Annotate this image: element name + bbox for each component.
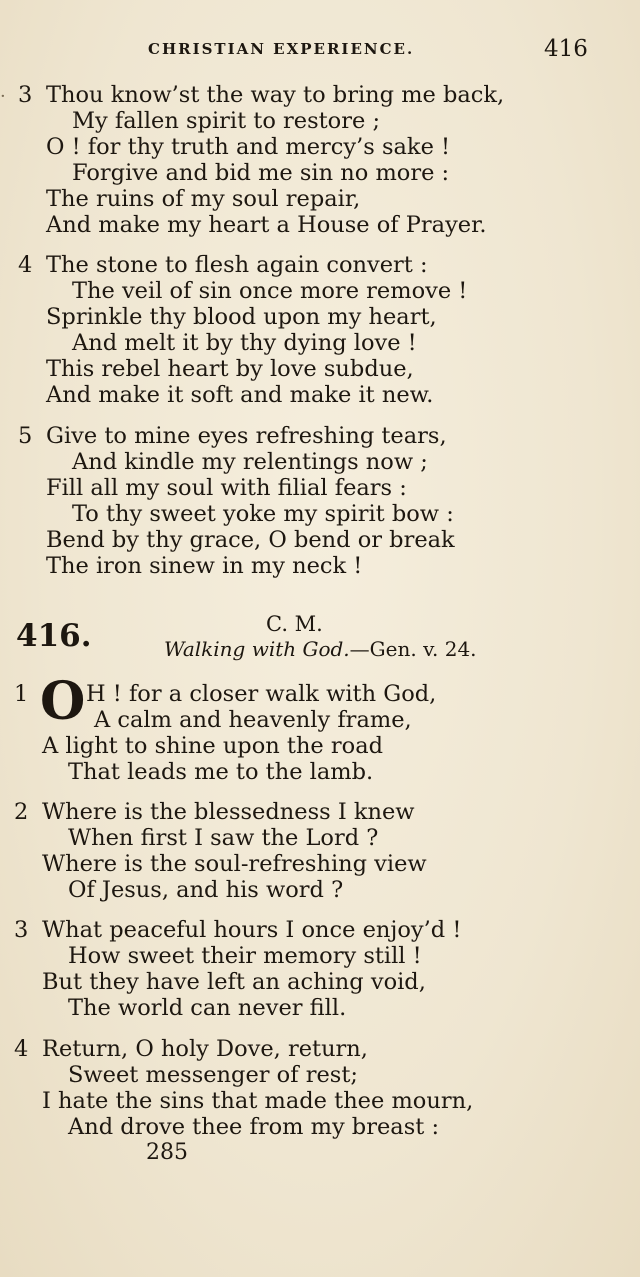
verse-line: This rebel heart by love subdue, [46,356,414,382]
verse-line: What peaceful hours I once enjoy’d ! [42,917,462,943]
verse-line: The world can never fill. [68,995,347,1021]
verse-line: Forgive and bid me sin no more : [72,160,450,186]
verse-line: A light to shine upon the road [42,733,384,759]
scripture-reference: —Gen. v. 24. [349,637,477,661]
verse-line: To thy sweet yoke my spirit bow : [72,501,454,527]
verse-line: And make it soft and make it new. [46,382,434,408]
verse-line: Fill all my soul with filial fears : [46,475,407,501]
verse-line: Bend by thy grace, O bend or break [46,527,455,553]
verse-line: Sweet messenger of rest; [68,1062,358,1088]
verse-line: Thou know’st the way to bring me back, [46,82,505,108]
page-header [0,36,640,66]
verse-line: The stone to flesh again convert : [46,252,428,278]
verse-line: And make my heart a House of Prayer. [46,212,487,238]
stanza-number: 2 [14,799,29,825]
verse-line: But they have left an aching void, [42,969,426,995]
verse-line: That leads me to the lamb. [68,759,374,785]
verse-line: Return, O holy Dove, return, [42,1036,368,1062]
verse-line: The iron sinew in my neck ! [46,553,363,579]
stanza-number: 4 [18,252,33,278]
drop-cap: O [40,671,86,732]
verse-line: The ruins of my soul repair, [46,186,361,212]
stanza-number: 1 [14,681,29,707]
verse-line: When first I saw the Lord ? [68,825,379,851]
stanza-number: 3 [14,917,29,943]
verse-line: Where is the blessedness I knew [42,799,415,825]
running-title: CHRISTIAN EXPERIENCE. [148,40,415,58]
stanza-number: 3 [18,82,33,108]
hymn-number: 416. [16,618,92,654]
verse-line: The veil of sin once more remove ! [72,278,468,304]
stanza-number: 4 [14,1036,29,1062]
hymn-meter: C. M. [266,612,323,636]
verse-line: Give to mine eyes refreshing tears, [46,423,447,449]
verse-line: O ! for thy truth and mercy’s sake ! [46,134,451,160]
verse-line: Of Jesus, and his word ? [68,877,344,903]
verse-line: I hate the sins that made thee mourn, [42,1088,474,1114]
verse-line: A calm and heavenly frame, [94,707,412,733]
verse-line: How sweet their memory still ! [68,943,422,969]
hymn-heading [0,610,640,660]
verse-line: And kindle my relentings now ; [72,449,428,475]
verse-line: Sprinkle thy blood upon my heart, [46,304,437,330]
verse-line: And melt it by thy dying love ! [72,330,417,356]
page-number: 416 [544,36,588,62]
verse-line: My fallen spirit to restore ; [72,108,381,134]
verse-line: Where is the soul-refreshing view [42,851,427,877]
hymn-subtitle [164,637,477,661]
verse-line: And drove thee from my breast : [68,1114,440,1140]
margin-mark: · [0,86,6,107]
verse-line: H ! for a closer walk with God, [86,681,437,707]
hymn-title: Walking with God. [164,637,350,661]
stanza-number: 5 [18,423,33,449]
signature-number: 285 [146,1140,188,1165]
